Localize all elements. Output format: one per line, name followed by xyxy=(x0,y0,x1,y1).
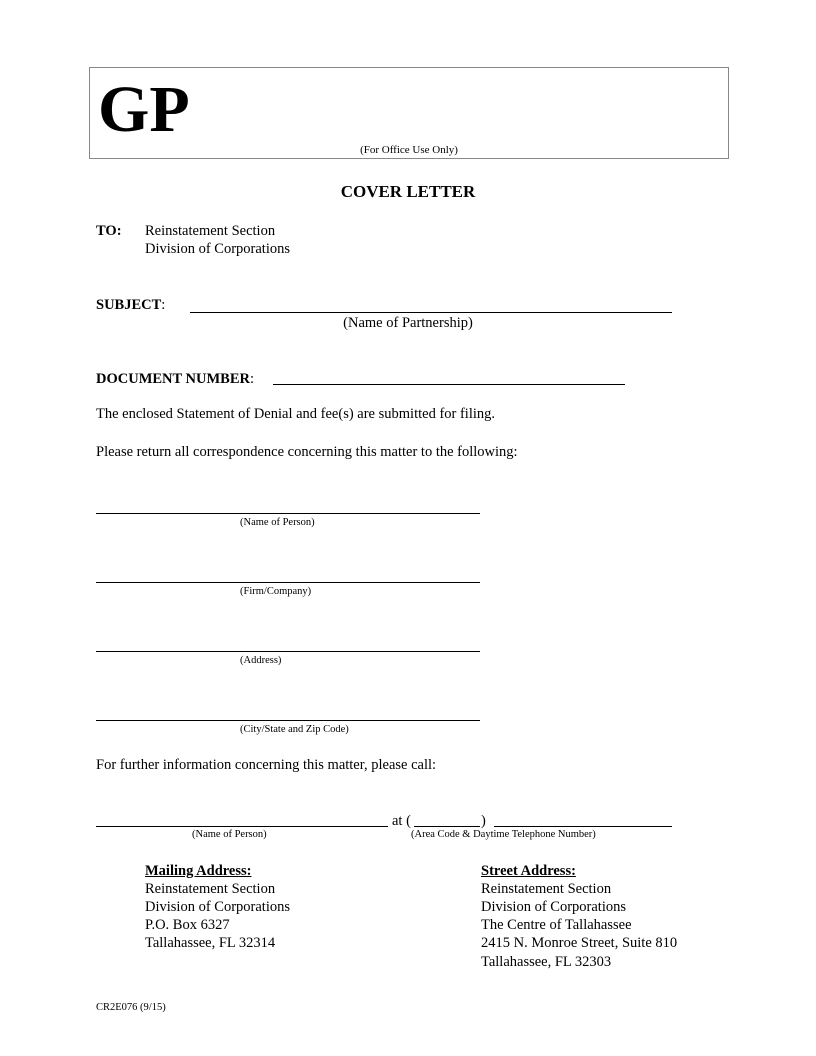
street-address-line: 2415 N. Monroe Street, Suite 810 xyxy=(481,935,678,951)
street-address-line: Division of Corporations xyxy=(481,899,626,915)
subject-field[interactable] xyxy=(190,312,672,313)
street-address-line: The Centre of Tallahassee xyxy=(481,917,632,933)
to-line: Division of Corporations xyxy=(145,241,290,257)
document-number-field[interactable] xyxy=(273,384,625,385)
subject-label xyxy=(96,296,165,314)
firm-company-field[interactable] xyxy=(96,582,480,583)
subject-colon: : xyxy=(161,297,166,313)
document-number-label xyxy=(96,370,254,388)
area-code-field[interactable] xyxy=(414,826,480,827)
field-caption: (City/State and Zip Code) xyxy=(240,724,349,735)
page-title: COVER LETTER xyxy=(340,182,476,201)
to-line: Reinstatement Section xyxy=(145,223,276,239)
return-instruction: Please return all correspondence concerning this matter to the following: xyxy=(96,444,518,460)
phone-caption: (Area Code & Daytime Telephone Number) xyxy=(411,829,596,840)
further-info-text: For further information concerning this matter, please call: xyxy=(96,757,437,773)
contact-name-field[interactable] xyxy=(96,826,388,827)
document-number-label-text: DOCUMENT NUMBER xyxy=(96,371,250,387)
close-paren: ) xyxy=(481,813,486,829)
office-use-note: (For Office Use Only) xyxy=(360,144,458,156)
address-field[interactable] xyxy=(96,651,480,652)
mailing-address-line: P.O. Box 6327 xyxy=(145,917,230,933)
name-of-person-field[interactable] xyxy=(96,513,480,514)
contact-name-caption: (Name of Person) xyxy=(192,829,267,840)
form-code: CR2E076 (9/15) xyxy=(96,1002,166,1013)
subject-caption: (Name of Partnership) xyxy=(343,315,473,331)
city-state-zip-field[interactable] xyxy=(96,720,480,721)
field-caption: (Address) xyxy=(240,655,282,666)
mailing-address-line: Reinstatement Section xyxy=(145,881,276,897)
mailing-address-line: Division of Corporations xyxy=(145,899,290,915)
mailing-address-line: Tallahassee, FL 32314 xyxy=(145,935,276,951)
street-address-heading: Street Address: xyxy=(481,863,576,879)
street-address-line: Tallahassee, FL 32303 xyxy=(481,954,612,970)
mailing-address-heading: Mailing Address: xyxy=(145,863,252,879)
subject-label-text: SUBJECT xyxy=(96,297,162,313)
enclosed-statement: The enclosed Statement of Denial and fee(s) are submitted for filing. xyxy=(96,406,496,422)
phone-number-field[interactable] xyxy=(494,826,672,827)
form-logo: GP xyxy=(98,73,190,146)
document-number-colon: : xyxy=(250,371,255,387)
street-address-line: Reinstatement Section xyxy=(481,881,612,897)
field-caption: (Firm/Company) xyxy=(240,586,312,597)
to-label: TO: xyxy=(96,223,122,239)
at-text: at ( xyxy=(392,813,411,829)
field-caption: (Name of Person) xyxy=(240,517,315,528)
office-use-box xyxy=(89,67,729,159)
